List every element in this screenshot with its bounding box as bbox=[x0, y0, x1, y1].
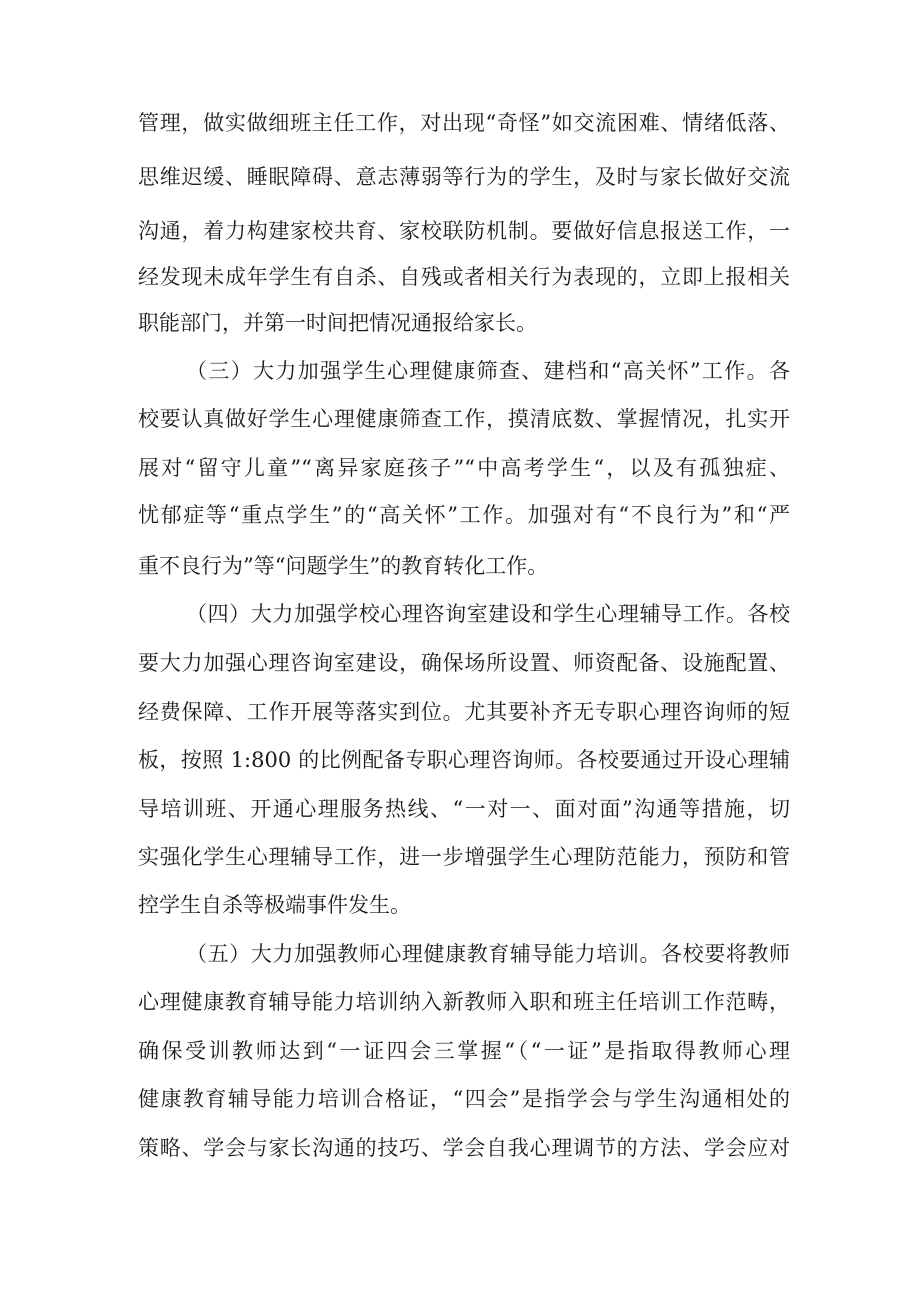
text-line: 思维迟缓、睡眠障碍、意志薄弱等行为的学生，及时与家长做好交流 bbox=[138, 165, 790, 189]
text-line: 板，按照 1:800 的比例配备专职心理咨询师。各校要通过开设心理辅 bbox=[138, 748, 790, 772]
text-line: 控学生自杀等极端事件发生。 bbox=[138, 893, 411, 917]
text-line: 沟通，着力构建家校共育、家校联防机制。要做好信息报送工作，一 bbox=[138, 219, 790, 243]
text-line: （三）大力加强学生心理健康筛查、建档和“高关怀”工作。各 bbox=[186, 359, 790, 383]
text-line: 经发现未成年学生有自杀、自残或者相关行为表现的，立即上报相关 bbox=[138, 265, 790, 289]
text-line: 展对“留守儿童”“离异家庭孩子”“中高考学生“，以及有孤独症、 bbox=[138, 456, 790, 480]
text-line: （五）大力加强教师心理健康教育辅导能力培训。各校要将教师 bbox=[186, 942, 790, 966]
text-line: （四）大力加强学校心理咨询室建设和学生心理辅导工作。各校 bbox=[186, 602, 790, 626]
text-line: 健康教育辅导能力培训合格证，“四会”是指学会与学生沟通相处的 bbox=[138, 1087, 790, 1111]
text-line: 重不良行为”等“问题学生”的教育转化工作。 bbox=[138, 554, 549, 578]
text-line: 策略、学会与家长沟通的技巧、学会自我心理调节的方法、学会应对 bbox=[138, 1136, 790, 1160]
text-line: 经费保障、工作开展等落实到位。尤其要补齐无专职心理咨询师的短 bbox=[138, 700, 790, 724]
text-line: 心理健康教育辅导能力培训纳入新教师入职和班主任培训工作范畴， bbox=[138, 990, 790, 1014]
text-line: 校要认真做好学生心理健康筛查工作，摸清底数、掌握情况，扎实开 bbox=[138, 407, 790, 431]
text-line: 忧郁症等“重点学生”的“高关怀”工作。加强对有“不良行为”和“严 bbox=[138, 503, 790, 527]
text-line: 确保受训教师达到“一证四会三掌握“（“一证”是指取得教师心理 bbox=[138, 1039, 790, 1063]
text-line: 要大力加强心理咨询室建设，确保场所设置、师资配备、设施配置、 bbox=[138, 651, 790, 675]
text-line: 管理，做实做细班主任工作，对出现“奇怪”如交流困难、情绪低落、 bbox=[138, 111, 790, 135]
text-line: 职能部门，并第一时间把情况通报给家长。 bbox=[138, 311, 537, 335]
text-line: 导培训班、开通心理服务热线、“一对一、面对面”沟通等措施，切 bbox=[138, 797, 790, 821]
text-line: 实强化学生心理辅导工作，进一步增强学生心理防范能力，预防和管 bbox=[138, 845, 790, 869]
